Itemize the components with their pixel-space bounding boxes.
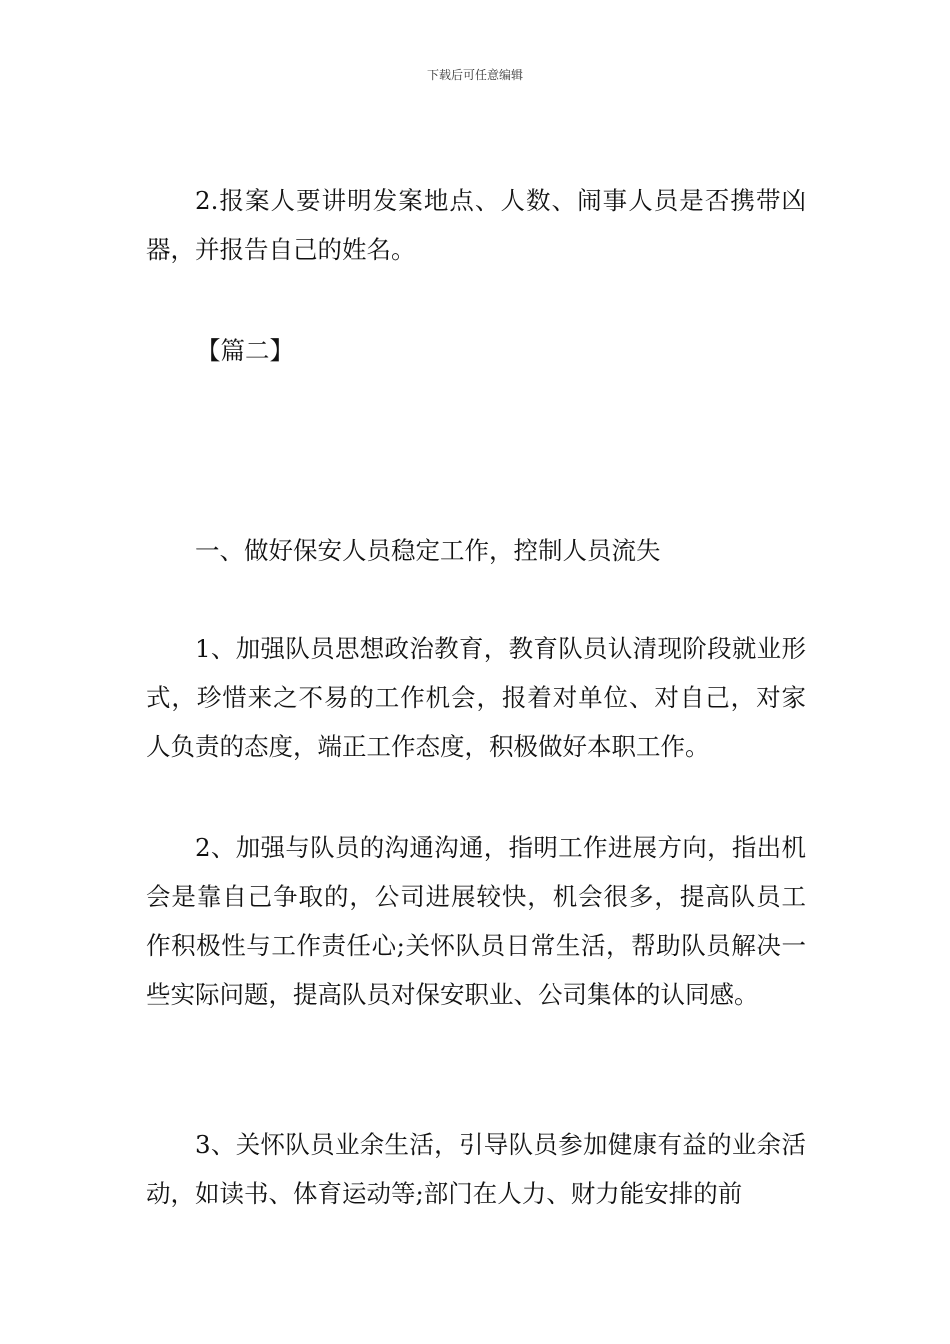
- item-paragraph-3: 3、关怀队员业余生活，引导队员参加健康有益的业余活动，如读书、体育运动等;部门在人力、财力能安排的前: [146, 1130, 806, 1208]
- report-paragraph: 2.报案人要讲明发案地点、人数、闹事人员是否携带凶器，并报告自己的姓名。: [146, 186, 806, 264]
- item-paragraph-2: 2、加强与队员的沟通沟通，指明工作进展方向，指出机会是靠自己争取的，公司进展较快，机会很多，提高队员工作积极性与工作责任心;关怀队员日常生活，帮助队员解决一些实际问题，提高队员对保安职业、公司集体的认同感。: [146, 833, 806, 1009]
- item-paragraph-1: 1、加强队员思想政治教育，教育队员认清现阶段就业形式，珍惜来之不易的工作机会，报着对单位、对自己，对家人负责的态度，端正工作态度，积极做好本职工作。: [146, 634, 806, 761]
- part-tag: 【篇二】: [196, 336, 294, 365]
- header-note: 下载后可任意编辑: [426, 68, 523, 82]
- section-heading: 一、做好保安人员稳定工作，控制人员流失: [195, 536, 661, 565]
